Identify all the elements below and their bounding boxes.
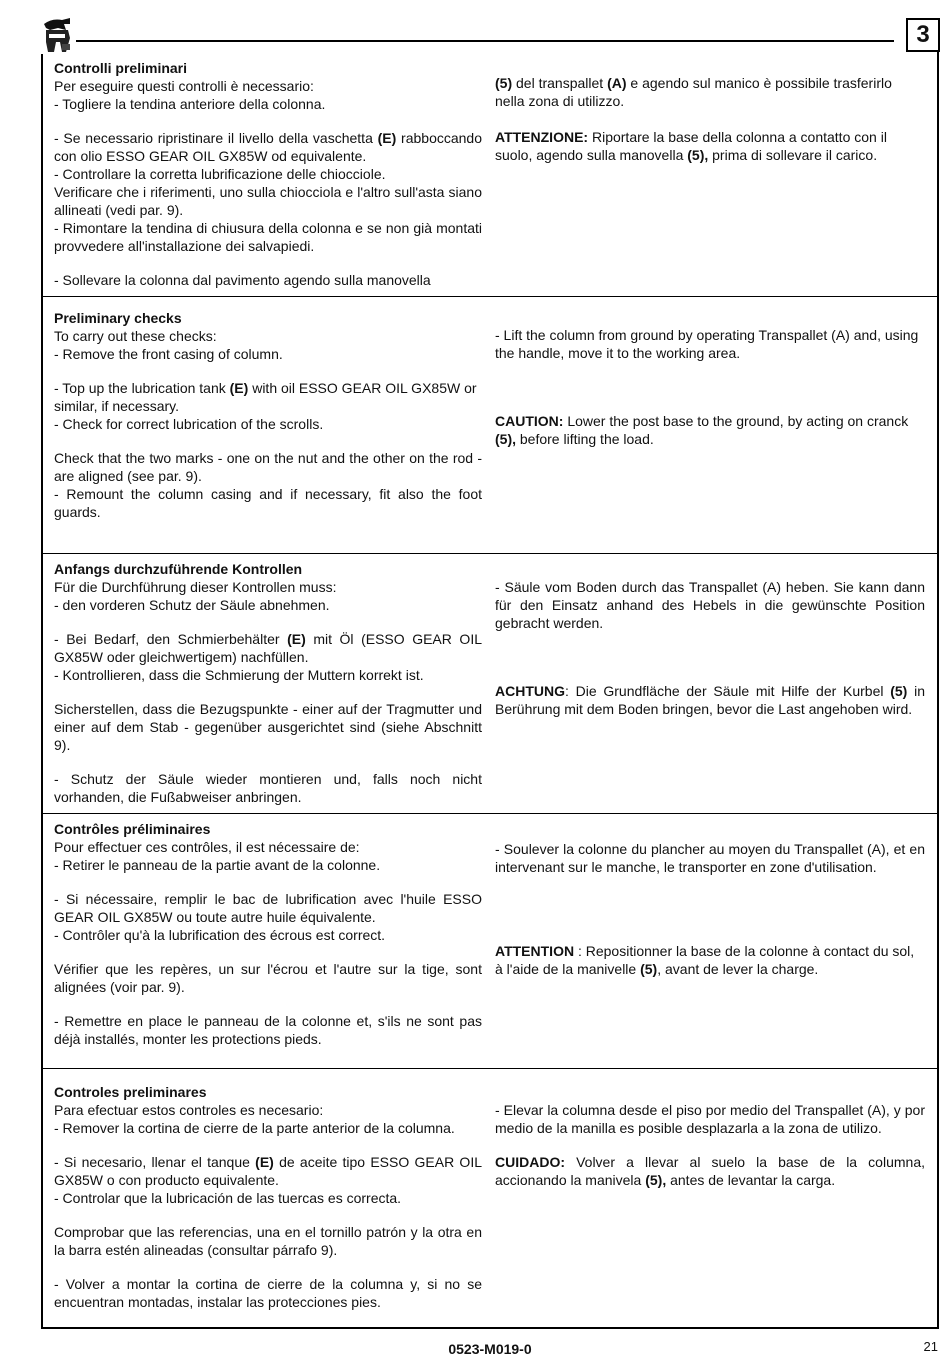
step-text: - Si necesario, llenar el tanque (E) de aceite tipo ESSO GEAR OIL GX85W o con producto equivalente.: [54, 1154, 482, 1188]
step-text: Sicherstellen, dass die Bezugspunkte - einer auf der Tragmutter und einer auf dem Stab - gegenüber ausgerichtet sind (siehe Abschnitt 9).: [54, 701, 482, 753]
step-text: - Bei Bedarf, den Schmierbehälter (E) mit Öl (ESSO GEAR OIL GX85W oder gleichwertigem) nachfüllen.: [54, 631, 482, 665]
step-text: Check that the two marks - one on the nut and the other on the rod - are aligned (see par. 9).: [54, 450, 482, 484]
step-text: - Rimontare la tendina di chiusura della colonna e se non già montati provvedere all'installazione dei salvapiedi.: [54, 220, 482, 254]
step-text: - Schutz der Säule wieder montieren und, falls noch nicht vorhanden, die Fußabweiser anbringen.: [54, 771, 482, 805]
document-code: 0523-M019-0: [448, 1341, 532, 1357]
section-divider: [41, 296, 939, 297]
intro-text: Per eseguire questi controlli è necessario:: [54, 78, 314, 94]
step-text: - Si nécessaire, remplir le bac de lubrification avec l'huile ESSO GEAR OIL GX85W ou toute autre huile équivalente.: [54, 891, 482, 925]
section-title: Preliminary checks: [54, 310, 182, 326]
step-text: - Kontrollieren, dass die Schmierung der Muttern korrekt ist.: [54, 667, 424, 683]
caution-text: ATTENZIONE: Riportare la base della colonna a contatto con il suolo, agendo sulla manovella (5), prima di sollevare il carico.: [495, 129, 887, 163]
step-text: - Remettre en place le panneau de la colonne et, s'ils ne sont pas déjà installés, monter les protections pieds.: [54, 1013, 482, 1047]
section-divider: [41, 1068, 939, 1069]
page-number: 21: [923, 1339, 938, 1354]
caution-text: ACHTUNG: Die Grundfläche der Säule mit Hilfe der Kurbel (5) in Berührung mit dem Boden bringen, bevor die Last angehoben wird.: [495, 683, 925, 717]
step-text: - Contrôler qu'à la lubrification des écrous est correct.: [54, 927, 386, 943]
step-text: Comprobar que las referencias, una en el tornillo patrón y la otra en la barra estén alineadas (consultar párrafo 9).: [54, 1224, 482, 1258]
section-title: Contrôles préliminaires: [54, 821, 211, 837]
step-text: - Remount the column casing and if necessary, fit also the foot guards.: [54, 486, 482, 520]
caution-text: CUIDADO: Volver a llevar al suelo la base de la columna, accionando la manivela (5), antes de levantar la carga.: [495, 1154, 925, 1188]
intro-text: To carry out these checks:: [54, 328, 217, 344]
step-text: - Elevar la columna desde el piso por medio del Transpallet (A), y por medio de la manilla es posible desplazarla a la zona de utilizo.: [495, 1102, 925, 1136]
brand-logo-icon: [40, 16, 78, 56]
step-text: - Top up the lubrication tank (E) with oil ESSO GEAR OIL GX85W or similar, if necessary.: [54, 380, 477, 414]
step-text: Verificare che i riferimenti, uno sulla chiocciola e l'altro sull'asta siano allineati (vedi par. 9).: [54, 184, 482, 218]
step-text: - Remover la cortina de cierre de la parte anterior de la columna.: [54, 1120, 455, 1136]
step-text: - Soulever la colonne du plancher au moyen du Transpallet (A), et en intervenant sur le manche, le transporter en zone d'utilisation.: [495, 841, 925, 875]
section-title: Anfangs durchzuführende Kontrollen: [54, 561, 303, 577]
step-text: - Lift the column from ground by operating Transpallet (A) and, using the handle, move it to the working area.: [495, 327, 919, 361]
header-rule: [76, 40, 894, 42]
frame-right-border: [937, 52, 939, 1328]
section-divider: [41, 813, 939, 814]
chapter-number-box: 3: [906, 18, 940, 52]
step-text: - Se necessario ripristinare il livello della vaschetta (E) rabboccando con olio ESSO GEAR OIL GX85W od equivalente.: [54, 130, 483, 164]
step-text: - den vorderen Schutz der Säule abnehmen.: [54, 597, 330, 613]
caution-text: ATTENTION : Repositionner la base de la colonne à contact du sol, à l'aide de la manivelle (5), avant de lever la charge.: [495, 943, 915, 977]
step-text: (5) del transpallet (A) e agendo sul manico è possibile trasferirlo nella zona di utilizzo.: [495, 75, 892, 109]
intro-text: Für die Durchführung dieser Kontrollen muss:: [54, 579, 337, 595]
step-text: - Remove the front casing of column.: [54, 346, 283, 362]
step-text: - Controlar que la lubricación de las tuercas es correcta.: [54, 1190, 402, 1206]
step-text: - Sollevare la colonna dal pavimento agendo sulla manovella: [54, 272, 431, 288]
step-text: - Togliere la tendina anteriore della colonna.: [54, 96, 326, 112]
frame-bottom-border: [41, 1327, 939, 1329]
step-text: - Retirer le panneau de la partie avant de la colonne.: [54, 857, 381, 873]
intro-text: Para efectuar estos controles es necesario:: [54, 1102, 324, 1118]
section-title: Controlli preliminari: [54, 60, 188, 76]
caution-text: CAUTION: Lower the post base to the ground, by acting on cranck (5), before lifting the load.: [495, 413, 909, 447]
section-title: Controles preliminares: [54, 1084, 207, 1100]
step-text: - Controllare la corretta lubrificazione delle chiocciole.: [54, 166, 386, 182]
step-text: - Volver a montar la cortina de cierre de la columna y, si no se encuentran montadas, instalar las protecciones pies.: [54, 1276, 482, 1310]
step-text: - Säule vom Boden durch das Transpallet (A) heben. Sie kann dann für den Einsatz anhand des Hebels in die gewünschte Position gebracht werden.: [495, 579, 925, 631]
section-divider: [41, 553, 939, 554]
intro-text: Pour effectuer ces contrôles, il est nécessaire de:: [54, 839, 360, 855]
step-text: - Check for correct lubrication of the scrolls.: [54, 416, 324, 432]
frame-left-border: [41, 54, 43, 1329]
step-text: Vérifier que les repères, un sur l'écrou et l'autre sur la tige, sont alignées (voir par. 9).: [54, 961, 482, 995]
